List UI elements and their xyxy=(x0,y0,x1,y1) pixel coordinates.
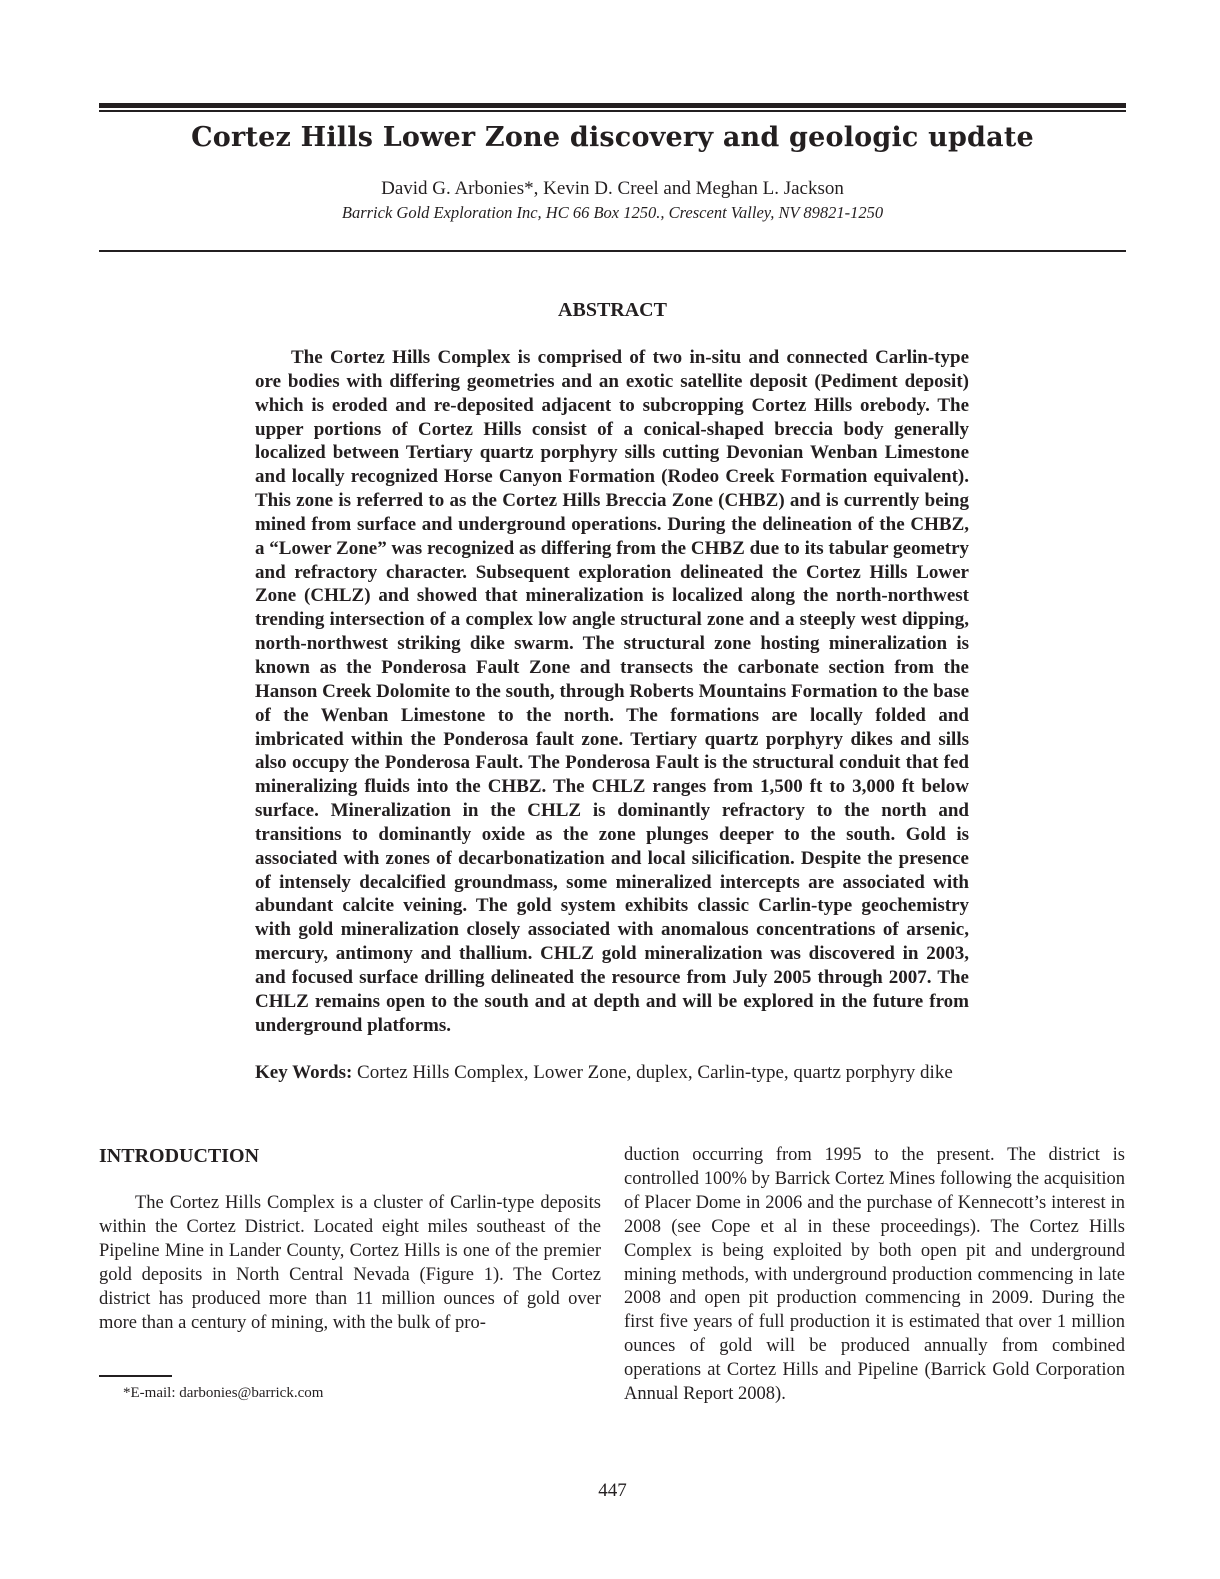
abstract-text: The Cortez Hills Complex is comprised of two in-situ and connected Carlin-type ore bodies with differing geometries and an exotic satellite deposit (Pediment deposit) which is eroded and re-deposited adjacent to subcropping Cortez Hills orebody. The upper portions of Cortez Hills consist of a conical-shaped breccia body generally localized between Tertiary quartz porphyry sills cutting Devonian Wenban Limestone and locally recognized Horse Canyon Formation (Rodeo Creek Formation equivalent). This zone is referred to as the Cortez Hills Breccia Zone (CHBZ) and is currently being mined from surface and underground operations. During the delineation of the CHBZ, a “Lower Zone” was recognized as differing from the CHBZ due to its tabular geometry and refractory character. Subsequent exploration delineated the Cortez Hills Lower Zone (CHLZ) and showed that mineralization is localized along the north-northwest trending intersection of a complex low angle structural zone and a steeply west dipping, north-northwest striking dike swarm. The structural zone hosting mineralization is known as the Ponderosa Fault Zone and transects the carbonate section from the Hanson Creek Dolomite to the south, through Roberts Mountains Formation to the base of the Wenban Limestone to the north. The formations are locally folded and imbricated within the Ponderosa fault zone. Tertiary quartz porphyry dikes and sills also occupy the Ponderosa Fault. The Ponderosa Fault is the structural conduit that fed mineralizing fluids into the CHBZ. The CHLZ ranges from 1,500 ft to 3,000 ft below surface. Mineralization in the CHLZ is dominantly refractory to the north and transitions to dominantly oxide as the zone plunges deeper to the south. Gold is associated with zones of decarbonatization and local silicification. Despite the presence of intensely decalcified groundmass, some mineralized intercepts are associated with abundant calcite veining. The gold system exhibits classic Carlin-type geochemistry with gold mineralization closely associated with anomalous concentrations of arsenic, mercury, antimony and thallium. CHLZ gold mineralization was discovered in 2003, and focused surface drilling delineated the resource from July 2005 through 2007. The CHLZ remains open to the south and at depth and will be explored in the future from underground platforms. xyxy=(255,347,969,1036)
footnote-email: *E-mail: darbonies@barrick.com xyxy=(123,1385,324,1401)
author-list: David G. Arbonies*, Kevin D. Creel and Meghan L. Jackson xyxy=(381,178,844,199)
introduction-right-column: duction occurring from 1995 to the present. The district is controlled 100% by Barrick Cortez Mines following the acquisition of Placer Dome in 2006 and the purchase of Kennecott’s interest in 2008 (see Cope et al in these proceedings). The Cortez Hills Complex is being exploited by both open pit and underground mining methods, with underground production commencing in late 2008 and open pit production commencing in 2009. During the first five years of full production it is estimated that over 1 million ounces of gold will be produced annually from combined operations at Cortez Hills and Pipeline (Barrick Gold Corporation Annual Report 2008). xyxy=(624,1145,1125,1405)
keywords-label: Key Words: xyxy=(255,1062,353,1083)
abstract-heading: ABSTRACT xyxy=(558,299,667,321)
keywords-text: Cortez Hills Complex, Lower Zone, duplex, Carlin-type, quartz porphyry dike xyxy=(352,1062,953,1083)
header-bottom-rule xyxy=(99,250,1126,252)
paper-title: Cortez Hills Lower Zone discovery and geologic update xyxy=(191,122,1034,153)
introduction-heading: INTRODUCTION xyxy=(99,1145,260,1167)
header-rule-thin xyxy=(99,110,1126,112)
author-affiliation: Barrick Gold Exploration Inc, HC 66 Box 1250., Crescent Valley, NV 89821-1250 xyxy=(341,203,884,222)
page-number: 447 xyxy=(598,1480,627,1501)
keywords xyxy=(255,1060,969,1086)
header-rule-thick xyxy=(99,103,1126,108)
introduction-left-column: The Cortez Hills Complex is a cluster of Carlin-type deposits within the Cortez District. Located eight miles southeast of the Pipeline Mine in Lander County, Cortez Hills is one of the premier gold deposits in North Central Nevada (Figure 1). The Cortez district has produced more than 11 million ounces of gold over more than a century of mining, with the bulk of pro- xyxy=(99,1193,601,1333)
footnote-rule xyxy=(99,1375,172,1377)
